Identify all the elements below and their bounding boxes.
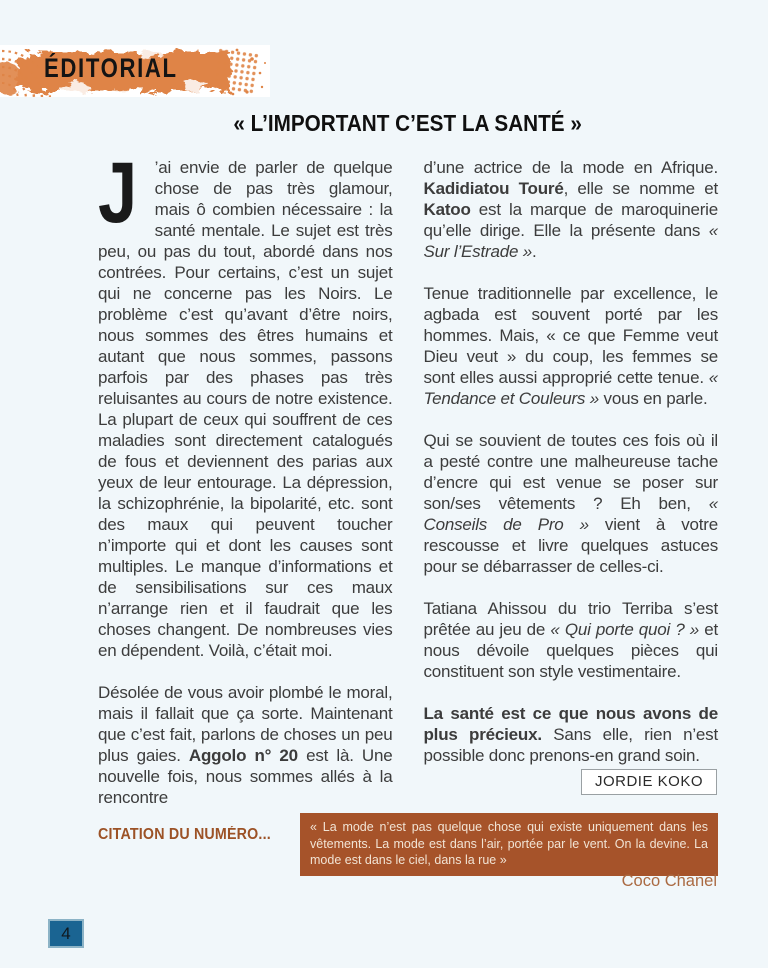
page-number: 4 bbox=[61, 923, 71, 943]
right-column bbox=[424, 157, 719, 829]
paragraph: Qui se souvient de toutes ces fois où il a pesté contre une malheureuse tache d’encre qui est venue se poser sur son/ses vêtements ? Eh ben, « Conseils de Pro » vient à votre rescousse et livre quelques astuces pour se débarrasser de celles-ci. bbox=[423, 431, 718, 576]
dropcap: J bbox=[98, 145, 138, 241]
paragraph: La santé est ce que nous avons de plus précieux. Sans elle, rien n’est possible donc prenons-en grand soin. bbox=[423, 704, 718, 765]
paragraph: Désolée de vous avoir plombé le moral, mais il fallait que ça sorte. Maintenant que c’est fait, parlons de choses un peu plus gaies. Aggolo n° 20 est là. Une nouvelle fois, nous sommes allés à la rencontre bbox=[98, 683, 393, 807]
article-title: « L’IMPORTANT C’EST LA SANTÉ » bbox=[233, 110, 583, 136]
author-signature: JORDIE KOKO bbox=[581, 769, 717, 795]
quote-box: « La mode n’est pas quelque chose qui existe uniquement dans les vêtements. La mode est dans l’air, portée par le vent. On la devine. La mode est dans le ciel, dans la rue » bbox=[300, 813, 718, 876]
left-column bbox=[98, 145, 393, 829]
paragraph: Tenue traditionnelle par excellence, le agbada est souvent porté par les hommes. Mais, « ce que Femme veut Dieu veut » du coup, les femmes se sont elles aussi approprié cette tenue. « Tendance et Couleurs » vous en parle. bbox=[423, 284, 718, 408]
page-number-badge bbox=[48, 919, 84, 948]
paragraph: J ’ai envie de parler de quelque chose de pas très glamour, mais ô combien nécessaire : la santé mentale. Le sujet est très peu, ou pas du tout, abordé dans nos contrées. Pour certains, c’est un sujet qui ne concerne pas les Noirs. Le problème c’est qu’avant d’être noirs, nous sommes des êtres humains et autant que nous sommes, passons parfois par des phases pas très reluisantes au cours de notre existence. La plupart de ceux qui souffrent de ces maladies sont directement catalogués de fous et deviennent des parias aux yeux de leur entourage. La dépression, la schizophrénie, la bipolarité, etc. sont des maux qui peuvent toucher n’importe qui et dont les causes sont multiples. Le manque d’informations et de sensibilisations sur ces maux n’arrange rien et il faudrait que les choses changent. De nombreuses vies en dépendent. Voilà, c’était moi. bbox=[98, 145, 393, 660]
section-label: ÉDITORIAL bbox=[44, 53, 178, 83]
citation-label: CITATION DU NUMÉRO... bbox=[98, 826, 271, 843]
article-columns bbox=[98, 145, 718, 829]
paragraph: d’une actrice de la mode en Afrique. Kadidiatou Touré, elle se nomme et Katoo est la marque de maroquinerie qu’elle dirige. Elle la présente dans « Sur l’Estrade ». bbox=[423, 158, 718, 261]
quote-author: Coco Chanel bbox=[621, 872, 717, 890]
editorial-banner bbox=[0, 45, 270, 97]
paragraph: Tatiana Ahissou du trio Terriba s’est prêtée au jeu de « Qui porte quoi ? » et nous dévoile quelques pièces qui constituent son style vestimentaire. bbox=[423, 599, 718, 681]
